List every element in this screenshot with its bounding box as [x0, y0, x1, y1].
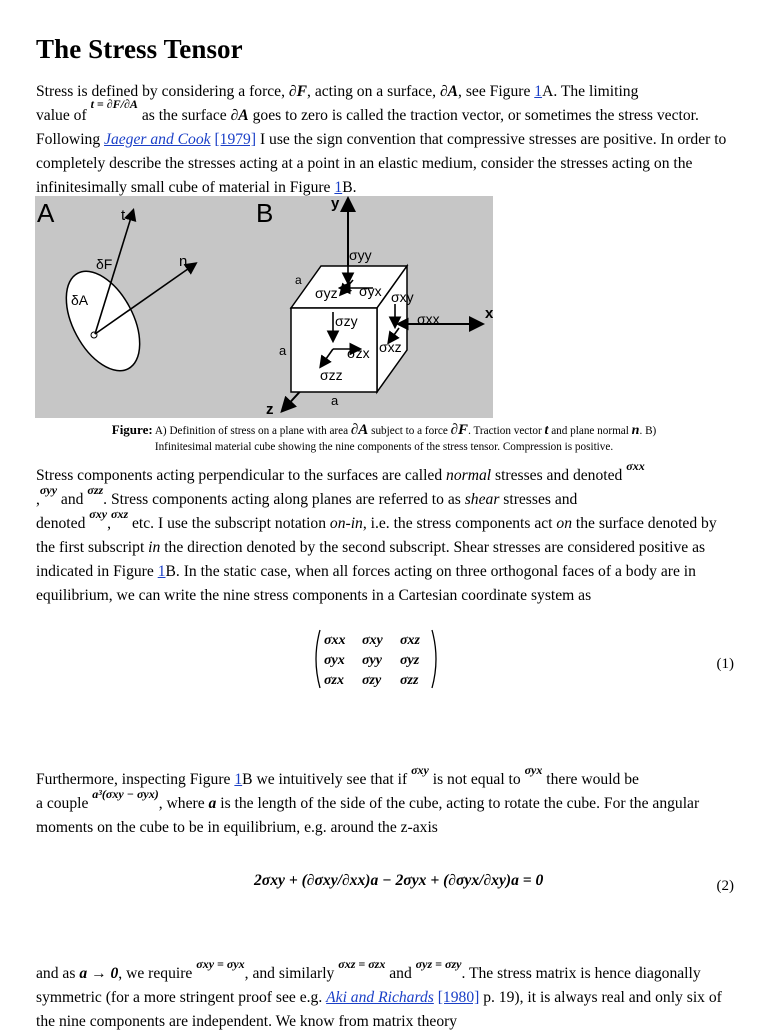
label-n: n: [179, 253, 188, 270]
math-traction-definition: t = ∂F/∂A: [90, 97, 138, 111]
text: I use the sign convention that compressive stresses are positive. In order to completely describe the stresses acting at a point in an elastic medium, consider the stresses acting on the infinitesimally small cube of material in Figure: [36, 131, 727, 196]
figure-link[interactable]: 1: [334, 179, 343, 196]
math-syy: σyy: [39, 483, 58, 497]
label-szy: σzy: [335, 313, 358, 329]
text: B.: [342, 179, 357, 196]
text: a couple: [36, 795, 93, 812]
text: A. The limiting: [542, 83, 639, 100]
panel-label-b: B: [256, 198, 274, 228]
citation-link[interactable]: Aki and Richards: [326, 989, 434, 1006]
term-shear: shear: [464, 491, 500, 508]
text: B. In the static case, when all forces acting on three orthogonal faces of a body are in equilibrium, we can write the nine stress components in a Cartesian coordinate system as: [36, 563, 696, 604]
axis-label-z: z: [266, 401, 274, 418]
stress-matrix: [312, 628, 440, 695]
page-title: The Stress Tensor: [36, 34, 243, 64]
matrix-cell: σxx: [324, 633, 346, 648]
text: , acting on a surface,: [307, 83, 440, 100]
text: p. 19), it is always real and only six of the nine components are independent. We know from matrix theory: [36, 989, 722, 1030]
figure-caption: [36, 422, 732, 455]
text: Stress components acting perpendicular to the surfaces are called: [36, 467, 447, 484]
text: value of: [36, 107, 91, 124]
math-szz: σzz: [87, 483, 104, 497]
math-equality: σxy = σyx: [196, 957, 245, 971]
term-in: in: [148, 539, 161, 556]
math-dA: ∂A: [350, 422, 369, 438]
text: stresses and: [499, 491, 578, 508]
label-syz: σyz: [315, 285, 338, 301]
matrix-left-paren: [316, 630, 320, 688]
text: . The stress matrix is hence diagonally symmetric (for a more stringent proof see e.g.: [36, 965, 701, 1006]
text: denoted: [36, 515, 90, 532]
label-edge-a: a: [331, 393, 339, 408]
figure-link[interactable]: 1: [534, 83, 543, 100]
text: . Traction vector: [468, 425, 545, 437]
label-dA: δA: [71, 292, 89, 308]
label-dF: δF: [96, 256, 113, 272]
math-equality: σxz = σzx: [338, 957, 386, 971]
caption-label: Figure:: [111, 422, 153, 437]
matrix-cell: σyx: [324, 653, 345, 668]
text: etc. I use the subscript notation: [128, 515, 330, 532]
axis-label-x: x: [485, 305, 493, 322]
text: ,: [107, 515, 111, 532]
stress-figure: [35, 196, 493, 418]
math-sxz: σxz: [110, 507, 129, 521]
text: subject to a force: [368, 425, 451, 437]
text: , and similarly: [244, 965, 339, 982]
label-szz: σzz: [320, 367, 343, 383]
label-edge-a: a: [295, 273, 302, 287]
stress-figure-svg: [35, 196, 493, 418]
label-syy: σyy: [349, 247, 372, 263]
text: the direction denoted by the second subscript. Shear stresses are considered positive as indicated in Figure: [36, 539, 706, 580]
text: stresses and denoted: [491, 467, 627, 484]
text: goes to zero is called the traction vector, or sometimes the stress vector. Following: [36, 107, 699, 148]
text: and plane normal: [548, 425, 632, 437]
math-dA: ∂A: [230, 107, 249, 124]
text: B we intuitively see that if: [242, 771, 412, 788]
matrix-svg: [312, 628, 440, 690]
label-syx: σyx: [359, 283, 382, 299]
math-a: a: [208, 795, 217, 812]
matrix-cell: σzx: [324, 673, 344, 688]
paragraph-symmetry: [36, 957, 736, 1034]
text: A) Definition of stress on a plane with area: [152, 425, 351, 437]
text: the surface denoted by the first subscript: [36, 515, 717, 556]
text: . B): [639, 425, 657, 437]
text: and: [385, 965, 416, 982]
math-t: t: [544, 423, 549, 438]
matrix-cell: σzz: [400, 673, 419, 688]
math-limit: a → 0: [79, 965, 119, 982]
paragraph-couple: [36, 763, 736, 840]
math-sxy: σxy: [411, 763, 429, 777]
matrix-cell: σyy: [362, 653, 382, 668]
math-couple: a³(σxy − σyx): [92, 787, 159, 801]
paragraph-components: [36, 459, 736, 608]
matrix-cell: σyz: [400, 653, 420, 668]
text: , see Figure: [458, 83, 535, 100]
figure-link[interactable]: 1: [157, 563, 166, 580]
math-sxx: σxx: [626, 459, 645, 473]
math-dF: ∂F: [288, 83, 308, 100]
text: as the surface: [137, 107, 231, 124]
axis-label-y: y: [331, 196, 340, 212]
equation-moment-balance: 2σxy + (∂σxy/∂xx)a − 2σyx + (∂σyx/∂xy)a = 0: [254, 872, 544, 889]
math-dF: ∂F: [450, 422, 469, 438]
text: is not equal to: [428, 771, 525, 788]
equation-number: (2): [716, 878, 734, 894]
text: , i.e. the stress components act: [362, 515, 557, 532]
term-on: on: [556, 515, 573, 532]
text: Stress is defined by considering a force,: [36, 83, 289, 100]
math-syx: σyx: [524, 763, 543, 777]
matrix-right-paren: [432, 630, 436, 688]
math-dA: ∂A: [439, 83, 459, 100]
citation-year-link[interactable]: [1979]: [214, 131, 257, 148]
text: and: [57, 491, 88, 508]
text: Furthermore, inspecting Figure: [36, 771, 235, 788]
label-t: t: [121, 207, 126, 224]
label-sxy: σxy: [391, 289, 414, 305]
term-on-in: on-in: [329, 515, 363, 532]
text: , where: [158, 795, 209, 812]
citation-link[interactable]: Jaeger and Cook: [104, 131, 211, 148]
math-equality: σyz = σzy: [415, 957, 462, 971]
text: there would be: [542, 771, 639, 788]
text: . Stress components acting along planes are referred to as: [103, 491, 465, 508]
label-szx: σzx: [347, 345, 370, 361]
math-n: n: [631, 423, 640, 438]
text: , we require: [118, 965, 197, 982]
label-sxx: σxx: [417, 311, 440, 327]
label-sxz: σxz: [379, 339, 402, 355]
figure-link[interactable]: 1: [234, 771, 243, 788]
text: ,: [36, 491, 40, 508]
paragraph-intro: [36, 80, 736, 200]
matrix-cell: σzy: [362, 673, 382, 688]
label-edge-a: a: [279, 343, 287, 358]
matrix-cell: σxz: [400, 633, 420, 648]
surface-ellipse: [51, 259, 155, 383]
text: is the length of the side of the cube, acting to rotate the cube. For the angular moments on the cube to be in equilibrium, e.g. around the z-axis: [36, 795, 700, 836]
text: and as: [36, 965, 80, 982]
math-sxy: σxy: [89, 507, 108, 521]
citation-year-link[interactable]: [1980]: [437, 989, 480, 1006]
term-normal: normal: [446, 467, 492, 484]
equation-number: (1): [716, 656, 734, 672]
caption-line-2: Infinitesimal material cube showing the nine components of the stress tensor. Compression is positive.: [154, 441, 614, 453]
panel-label-a: A: [37, 198, 55, 228]
matrix-cell: σxy: [362, 633, 383, 648]
